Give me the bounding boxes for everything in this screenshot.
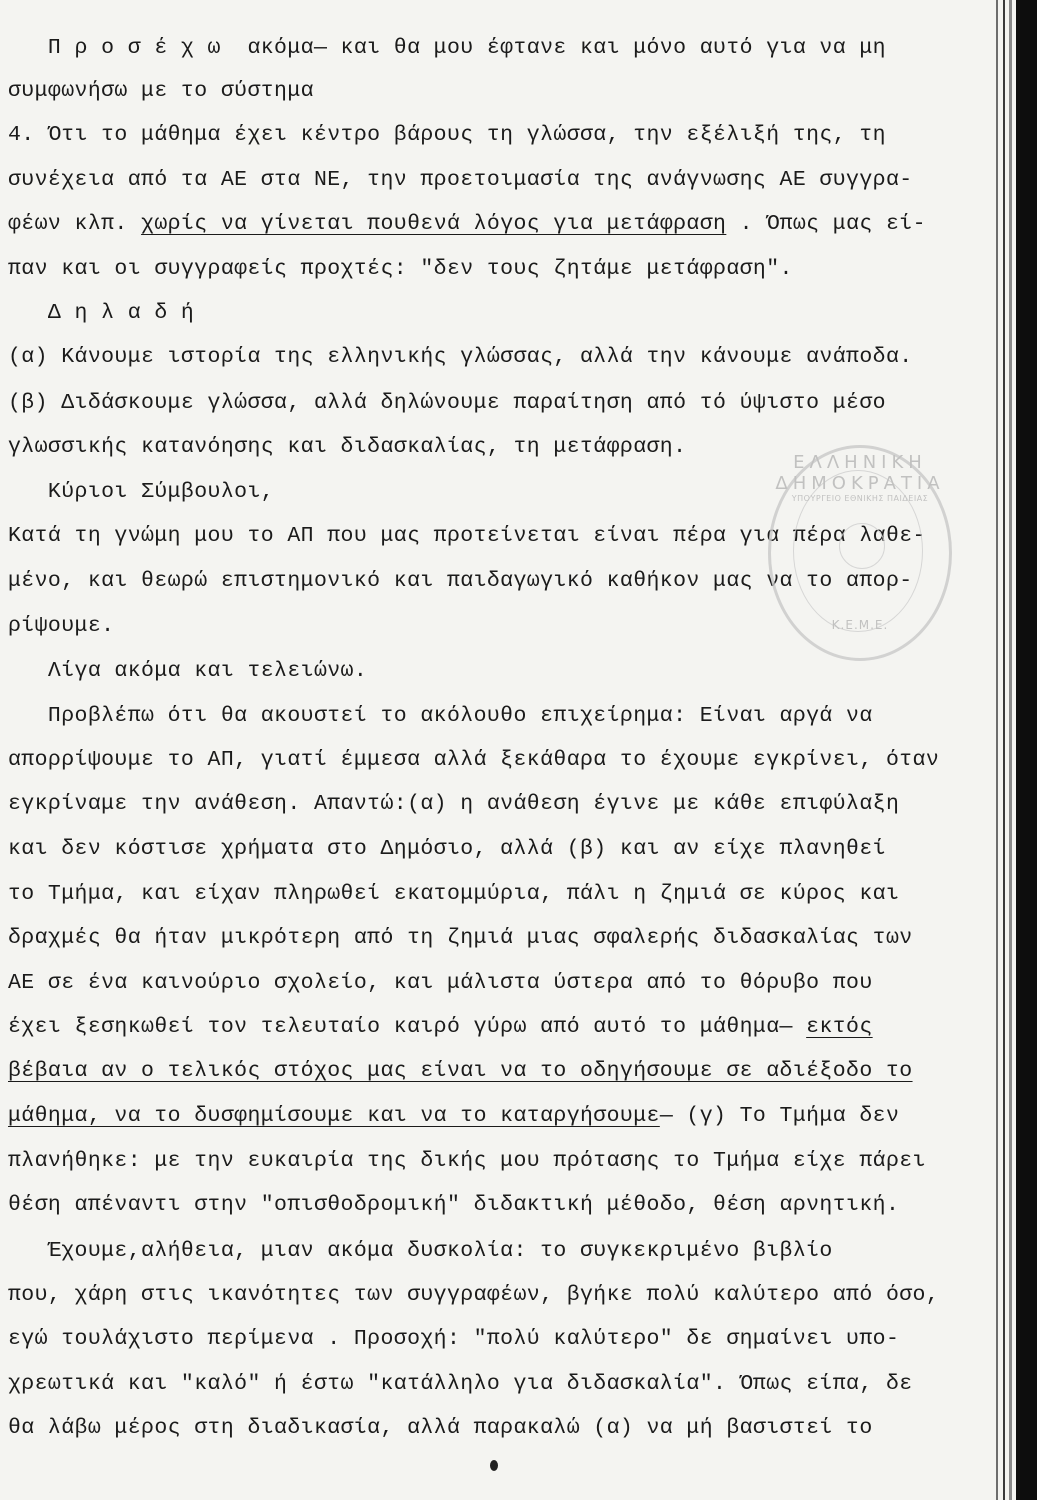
text-line: το Τμήμα, και είχαν πληρωθεί εκατομμύρια, πάλι η ζημιά σε κύρος και [8,882,900,906]
text-line: Κατά τη γνώμη μου το ΑΠ που μας προτείνεται είναι πέρα για πέρα λαθε- [8,524,926,548]
text-line: Π ρ ο σ έ χ ω ακόμα— και θα μου έφτανε και μόνο αυτό για να μη [8,36,886,60]
text-line: εγώ τουλάχιστο περίμενα . Προσοχή: "πολύ καλύτερο" δε σημαίνει υπο- [8,1327,900,1351]
official-stamp [768,445,952,661]
text-line: θέση απέναντι στην "οπισθοδρομική" διδακτική μέθοδο, θέση αρνητική. [8,1193,900,1217]
text-line: θα λάβω μέρος στη διαδικασία, αλλά παρακαλώ (α) να μή βασιστεί το [8,1416,873,1440]
text-line: ρίψουμε. [8,614,115,638]
text-line: εγκρίναμε την ανάθεση. Απαντώ:(α) η ανάθεση έγινε με κάθε επιφύλαξη [8,792,900,816]
text-line: Έχουμε,αλήθεια, μιαν ακόμα δυσκολία: το συγκεκριμένο βιβλίο [8,1239,833,1263]
ink-mark [490,1460,498,1471]
text-line [8,209,926,239]
text-line: Δ η λ α δ ή [8,301,195,325]
text-line: ΑΕ σε ένα καινούριο σχολείο, και μάλιστα ύστερα από το θόρυβο που [8,971,873,995]
page-edge [996,0,998,1500]
text-line: απορρίψουμε το ΑΠ, γιατί έμμεσα αλλά ξεκάθαρα το έχουμε εγκρίνει, όταν [8,748,940,772]
text-line: γλωσσικής κατανόησης και διδασκαλίας, τη μετάφραση. [8,435,687,459]
text-line: δραχμές θα ήταν μικρότερη από τη ζημιά μιας σφαλερής διδασκαλίας των [8,926,913,950]
text-line [8,1101,899,1131]
stamp-emblem-icon [839,523,885,569]
text-segment: φέων κλπ. [8,212,128,236]
text-line [8,1012,873,1042]
text-line: (α) Κάνουμε ιστορία της ελληνικής γλώσσας, αλλά την κάνουμε ανάποδα. [8,345,913,369]
underlined-line: βέβαια αν ο τελικός στόχος μας είναι να το οδηγήσουμε σε αδιέξοδο το [8,1059,913,1083]
text-line: χρεωτικά και "καλό" ή έστω "κατάλληλο για διδασκαλία". Όπως είπα, δε [8,1372,913,1396]
text-line: Κύριοι Σύμβουλοι, [8,480,275,504]
text-line: μένο, και θεωρώ επιστημονικό και παιδαγωγικό καθήκον μας να το απορ- [8,569,913,593]
underlined-phrase: εκτός [806,1015,873,1039]
page-edge [1003,0,1005,1500]
text-line: παν και οι συγγραφείς προχτές: "δεν τους ζητάμε μετάφραση". [8,257,793,281]
text-line: πλανήθηκε: με την ευκαιρία της δικής μου πρότασης το Τμήμα είχε πάρει [8,1149,926,1173]
underlined-phrase: χωρίς να γίνεται πουθενά λόγος για μετάφραση [141,212,727,236]
underlined-phrase: μάθημα, να το δυσφημίσουμε και να το καταργήσουμε [8,1104,660,1128]
text-segment: — (γ) Το Τμήμα δεν [659,1104,900,1128]
text-line: και δεν κόστισε χρήματα στο Δημόσιο, αλλά (β) και αν είχε πλανηθεί [8,837,886,861]
text-line: Λίγα ακόμα και τελειώνω. [8,659,368,683]
text-segment: . Όπως μας εί- [739,212,926,236]
stamp-top-text: ΕΛΛΗΝΙΚΗ ΔΗΜΟΚΡΑΤΙΑ [775,452,945,494]
text-line: (β) Διδάσκουμε γλώσσα, αλλά δηλώνουμε παραίτηση από τό ύψιστο μέσο [8,391,886,415]
stamp-bottom-text: Κ.Ε.Μ.Ε. [831,618,889,632]
text-line: συνέχεια από τα ΑΕ στα ΝΕ, την προετοιμασία της ανάγνωσης ΑΕ συγγρα- [8,168,913,192]
text-line: συμφωνήσω με το σύστημα [8,79,314,103]
page-edge [1009,0,1012,1500]
text-line: Προβλέπω ότι θα ακουστεί το ακόλουθο επιχείρημα: Είναι αργά να [8,704,873,728]
stamp-middle-text: ΥΠΟΥΡΓΕΙΟ ΕΘΝΙΚΗΣ ΠΑΙΔΕΙΑΣ [791,494,929,503]
text-segment: έχει ξεσηκωθεί τον τελευταίο καιρό γύρω από αυτό το μάθημα— [8,1015,793,1039]
text-line: 4. Ότι το μάθημα έχει κέντρο βάρους τη γλώσσα, την εξέλιξή της, τη [8,123,886,147]
binding-edge [1016,0,1037,1500]
text-line: που, χάρη στις ικανότητες των συγγραφέων, βγήκε πολύ καλύτερο από όσο, [8,1283,940,1307]
